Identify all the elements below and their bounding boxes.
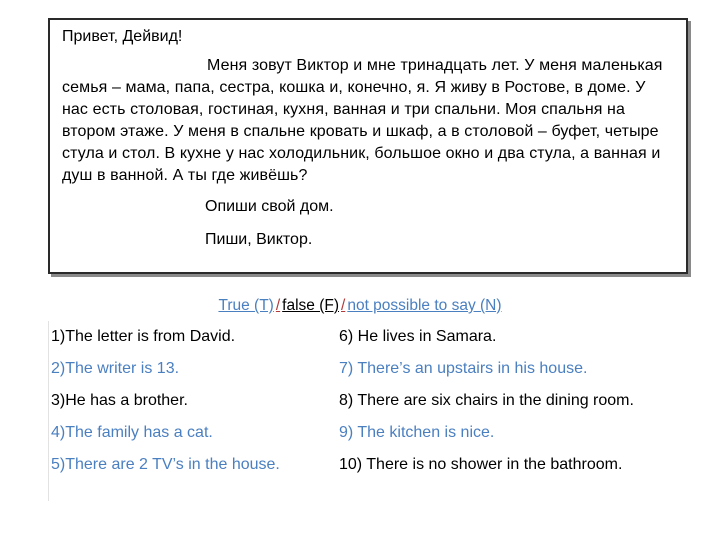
statement-3: 3)He has a brother. — [51, 392, 188, 409]
separator: / — [275, 297, 281, 314]
statement-4: 4)The family has a cat. — [51, 424, 213, 441]
letter-body: Меня зовут Виктор и мне тринадцать лет. У меня маленькая семья – мама, папа, сестра, кошка и, конечно, я. Я живу в Ростове, в доме. У нас есть столовая, гостиная, кухня, ванная и три спальни. Моя спальня на втором этаже. У меня в спальне кровать и шкаф, а в столовой – буфет, четыре стула и стол. В кухне у нас холодильник, большое окно и два стула, а ванная и душ в ванной. А ты где живёшь? — [62, 57, 663, 184]
statement-1: 1)The letter is from David. — [51, 328, 236, 345]
letter-greeting: Привет, Дейвид! — [62, 28, 183, 45]
statement-5: 5)There are 2 TV’s in the house. — [51, 456, 280, 473]
letter-box — [48, 18, 688, 274]
statements-grid — [48, 321, 709, 501]
false-label: false (F) — [282, 297, 340, 314]
statement-8: 8) There are six chairs in the dining room. — [339, 392, 634, 409]
statement-9: 9) The kitchen is nice. — [339, 424, 495, 441]
letter-prompt: Опиши свой дом. — [205, 198, 334, 215]
not-possible-label: not possible to say (N) — [347, 297, 502, 314]
statement-7: 7) There’s an upstairs in his house. — [339, 360, 588, 377]
statement-6: 6) He lives in Samara. — [339, 328, 497, 345]
statement-10: 10) There is no shower in the bathroom. — [339, 456, 623, 473]
true-label: True (T) — [218, 297, 274, 314]
separator: / — [341, 297, 346, 314]
statement-2: 2)The writer is 13. — [51, 360, 180, 377]
answer-key-header — [0, 297, 720, 315]
letter-signoff: Пиши, Виктор. — [205, 231, 313, 248]
